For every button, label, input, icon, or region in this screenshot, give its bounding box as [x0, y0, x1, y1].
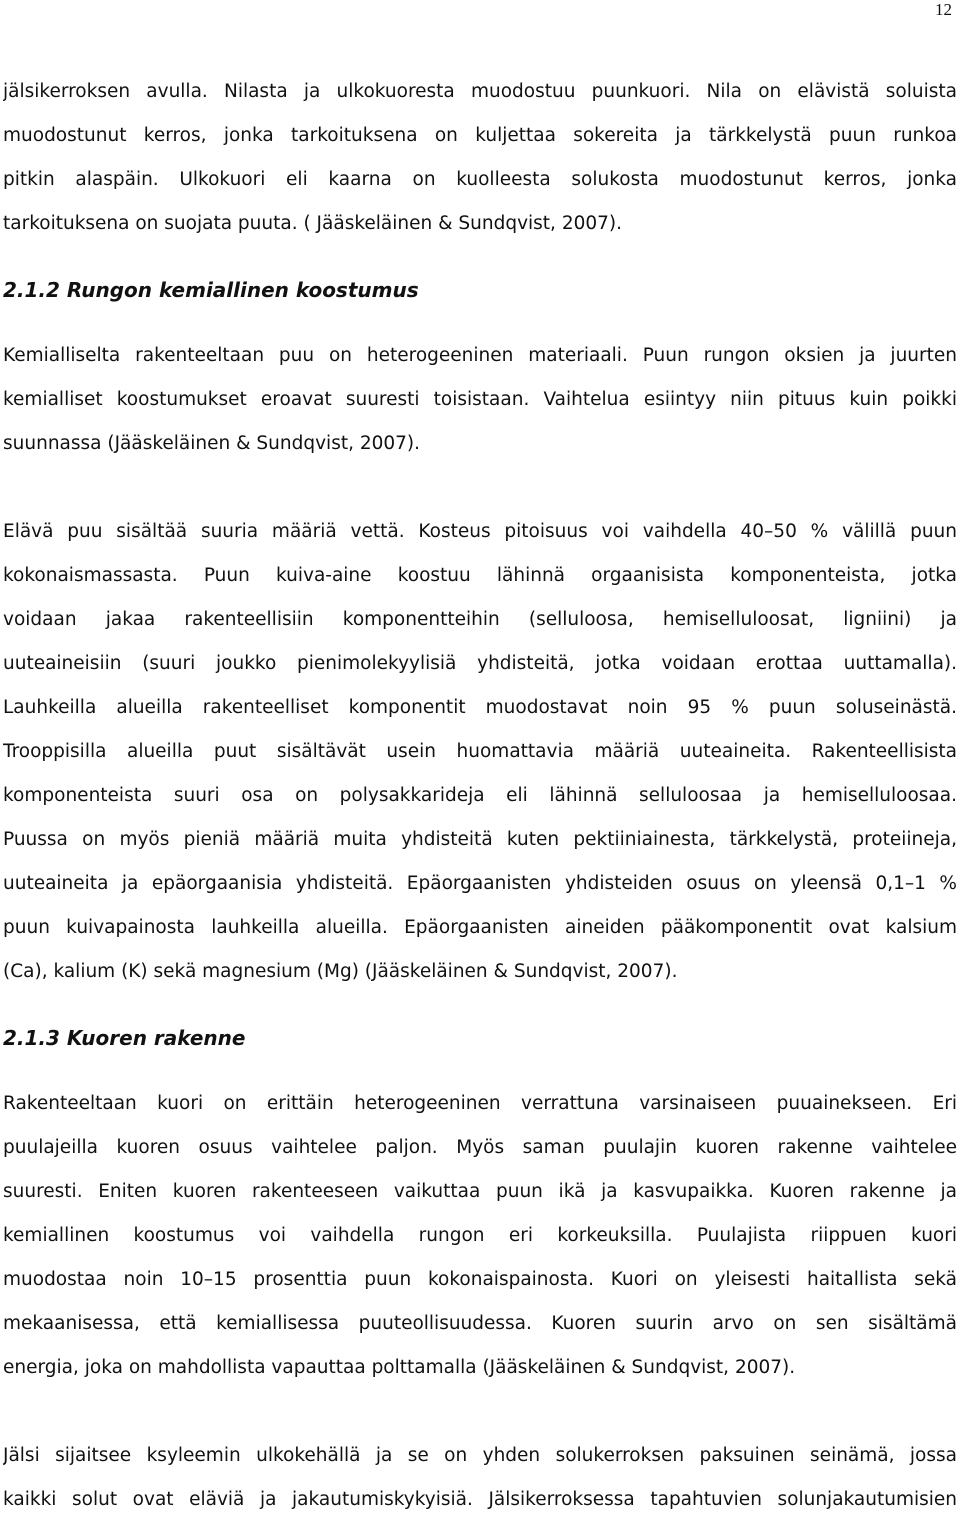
- text-line: kokonaismassasta. Puun kuiva-aine koostuu lähinnä orgaanisista komponenteista, jotka: [3, 565, 957, 586]
- text-line: kaikki solut ovat eläviä ja jakautumiskykyisiä. Jälsikerroksessa tapahtuvien solunjakautumisien: [3, 1489, 957, 1510]
- text-line: uuteaineisiin (suuri joukko pienimolekyylisiä yhdisteitä, jotka voidaan erottaa uuttamalla).: [3, 653, 957, 674]
- text-line: Rakenteeltaan kuori on erittäin heterogeeninen verrattuna varsinaiseen puuainekseen. Eri: [3, 1093, 957, 1114]
- text-line: puulajeilla kuoren osuus vaihtelee paljon. Myös saman puulajin kuoren rakenne vaihtelee: [3, 1137, 957, 1158]
- text-line: kemiallinen koostumus voi vaihdella rungon eri korkeuksilla. Puulajista riippuen kuori: [3, 1225, 957, 1246]
- text-line: (Ca), kalium (K) sekä magnesium (Mg) (Jääskeläinen & Sundqvist, 2007).: [3, 961, 678, 982]
- text-line: energia, joka on mahdollista vapauttaa polttamalla (Jääskeläinen & Sundqvist, 2007).: [3, 1357, 796, 1378]
- page-number: 12: [935, 0, 952, 19]
- text-line: voidaan jakaa rakenteellisiin komponentteihin (selluloosa, hemiselluloosat, ligniini) ja: [3, 609, 957, 630]
- section-heading-trunk-chemistry: 2.1.2 Rungon kemiallinen koostumus: [3, 278, 419, 302]
- document-body: [3, 70, 957, 1522]
- text-line: suunnassa (Jääskeläinen & Sundqvist, 2007).: [3, 433, 421, 454]
- paragraph-cambium: [3, 1434, 957, 1522]
- text-line: Trooppisilla alueilla puut sisältävät usein huomattavia määriä uuteaineita. Rakenteellisista: [3, 741, 957, 762]
- text-line: muodostaa noin 10–15 prosenttia puun kokonaispainosta. Kuori on yleisesti haitallista sekä: [3, 1269, 957, 1290]
- section-heading-bark-structure: 2.1.3 Kuoren rakenne: [3, 1026, 246, 1050]
- text-line: Kemialliselta rakenteeltaan puu on heterogeeninen materiaali. Puun rungon oksien ja juurten: [3, 345, 957, 366]
- paragraph-bark-heterogeneity: [3, 1082, 957, 1390]
- text-line: jälsikerroksen avulla. Nilasta ja ulkokuoresta muodostuu puunkuori. Nila on elävistä soluista: [3, 81, 957, 102]
- paragraph-chemical-heterogeneity: [3, 334, 957, 466]
- text-line: mekaanisessa, että kemiallisessa puuteollisuudessa. Kuoren suurin arvo on sen sisältämä: [3, 1313, 957, 1334]
- text-line: kemialliset koostumukset eroavat suuresti toisistaan. Vaihtelua esiintyy niin pituus kuin poikki: [3, 389, 957, 410]
- text-line: tarkoituksena on suojata puuta. ( Jääskeläinen & Sundqvist, 2007).: [3, 213, 623, 234]
- text-line: muodostunut kerros, jonka tarkoituksena on kuljettaa sokereita ja tärkkelystä puun runkoa: [3, 125, 957, 146]
- text-line: komponenteista suuri osa on polysakkarideja eli lähinnä selluloosaa ja hemiselluloosaa.: [3, 785, 957, 806]
- text-line: puun kuivapainosta lauhkeilla alueilla. Epäorgaanisten aineiden pääkomponentit ovat kalsium: [3, 917, 957, 938]
- text-line: uuteaineita ja epäorgaanisia yhdisteitä. Epäorgaanisten yhdisteiden osuus on yleensä 0,1–1 %: [3, 873, 957, 894]
- text-line: Jälsi sijaitsee ksyleemin ulkokehällä ja se on yhden solukerroksen paksuinen seinämä, jossa: [3, 1445, 957, 1466]
- text-line: suuresti. Eniten kuoren rakenteeseen vaikuttaa puun ikä ja kasvupaikka. Kuoren rakenne ja: [3, 1181, 957, 1202]
- text-line: Puussa on myös pieniä määriä muita yhdisteitä kuten pektiiniainesta, tärkkelystä, proteiineja,: [3, 829, 957, 850]
- text-line: Elävä puu sisältää suuria määriä vettä. Kosteus pitoisuus voi vaihdella 40–50 % välillä puun: [3, 521, 957, 542]
- paragraph-wood-composition: [3, 510, 957, 994]
- text-line: Lauhkeilla alueilla rakenteelliset komponentit muodostavat noin 95 % puun soluseinästä.: [3, 697, 957, 718]
- paragraph-bark-structure-intro: [3, 70, 957, 246]
- text-line: pitkin alaspäin. Ulkokuori eli kaarna on kuolleesta solukosta muodostunut kerros, jonka: [3, 169, 957, 190]
